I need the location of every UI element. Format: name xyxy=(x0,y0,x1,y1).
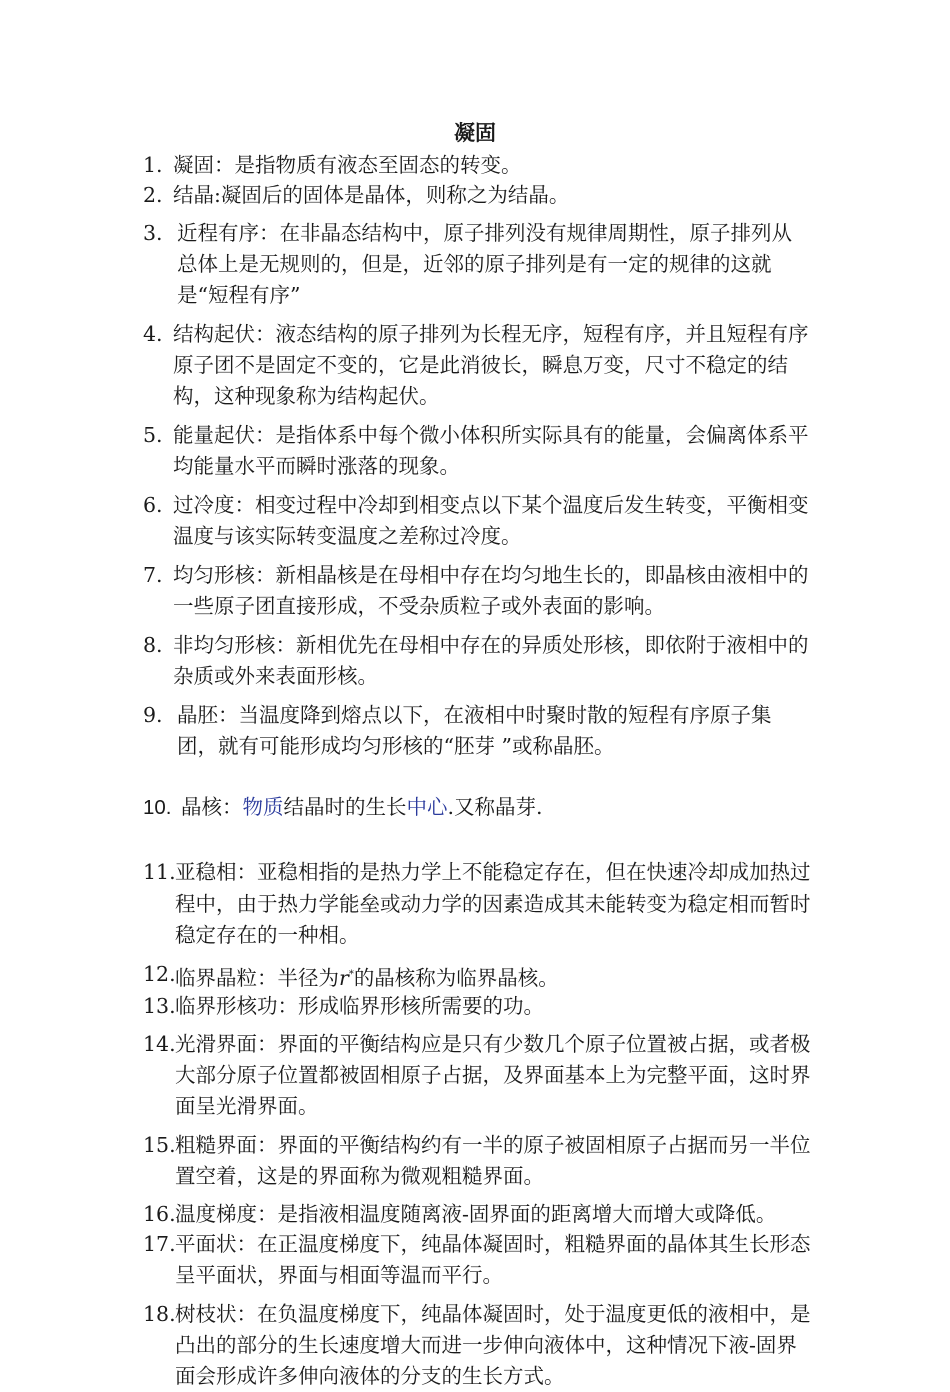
list-item xyxy=(143,792,811,823)
item-number: 6. xyxy=(143,493,163,517)
list-item xyxy=(143,960,811,993)
link-matter[interactable]: 物质 xyxy=(242,795,284,819)
link-center[interactable]: 中心 xyxy=(406,795,448,819)
item-number: 4. xyxy=(143,322,163,346)
item-text: 过冷度：相变过程中冷却到相变点以下某个温度后发生转变，平衡相变温度与该实际转变温度之差称过冷度。 xyxy=(173,493,809,548)
item-text-part: 的晶核称为临界晶核。 xyxy=(353,965,559,990)
definition-list xyxy=(143,150,811,1392)
item-text: 温度梯度：是指液相温度随离液-固界面的距离增大而增大或降低。 xyxy=(175,1202,777,1227)
list-item xyxy=(143,490,811,552)
item-number: 7. xyxy=(143,563,163,587)
item-number: 11. xyxy=(143,860,176,884)
list-item xyxy=(143,1299,811,1392)
item-text: 近程有序：在非晶态结构中，原子排列没有规律周期性，原子排列从总体上是无规则的，但是，近邻的原子排列是有一定的规律的这就是“短程有序” xyxy=(177,221,792,307)
math-variable: r xyxy=(339,965,349,990)
item-text xyxy=(175,960,811,993)
item-number: 10. xyxy=(143,796,172,819)
item-text xyxy=(181,792,811,823)
list-item xyxy=(143,857,811,952)
list-item xyxy=(143,1029,811,1122)
item-number: 5. xyxy=(143,423,163,447)
list-item xyxy=(143,992,811,1021)
item-number: 13. xyxy=(143,994,176,1019)
item-text: 光滑界面：界面的平衡结构应是只有少数几个原子位置被占据，或者极大部分原子位置都被固相原子占据，及界面基本上为完整平面，这时界面呈光滑界面。 xyxy=(175,1032,811,1119)
item-number: 1. xyxy=(143,153,163,177)
item-text: 树枝状：在负温度梯度下，纯晶体凝固时，处于温度更低的液相中，是凸出的部分的生长速度增大而进一步伸向液体中，这种情况下液-固界面会形成许多伸向液体的分支的生长方式。 xyxy=(175,1302,811,1389)
item-number: 9. xyxy=(143,703,163,727)
item-number: 3. xyxy=(143,221,163,245)
item-number: 17. xyxy=(143,1232,176,1257)
item-text: 平面状：在正温度梯度下，纯晶体凝固时，粗糙界面的晶体其生长形态呈平面状，界面与相面等温而平行。 xyxy=(175,1232,811,1288)
item-number: 8. xyxy=(143,633,163,657)
list-item xyxy=(143,218,811,311)
list-item xyxy=(143,700,811,762)
item-text-part: .又称晶芽. xyxy=(447,795,543,819)
item-number: 16. xyxy=(143,1202,176,1227)
item-number: 2. xyxy=(143,183,163,207)
math-superscript: * xyxy=(348,968,354,980)
list-item xyxy=(143,319,811,412)
list-item xyxy=(143,180,811,210)
item-number: 12. xyxy=(143,961,176,986)
item-text: 粗糙界面：界面的平衡结构约有一半的原子被固相原子占据而另一半位置空着，这是的界面称为微观粗糙界面。 xyxy=(175,1133,811,1189)
list-item xyxy=(143,1229,811,1291)
item-text: 结晶:凝固后的固体是晶体，则称之为结晶。 xyxy=(173,183,570,207)
list-item xyxy=(143,1200,811,1229)
item-text: 结构起伏：液态结构的原子排列为长程无序，短程有序，并且短程有序原子团不是固定不变的，它是此消彼长，瞬息万变，尺寸不稳定的结构，这种现象称为结构起伏。 xyxy=(173,322,809,408)
item-text: 非均匀形核：新相优先在母相中存在的异质处形核，即依附于液相中的杂质或外来表面形核。 xyxy=(173,633,809,688)
item-text-part: 结晶时的生长 xyxy=(283,795,407,819)
item-text: 亚稳相：亚稳相指的是热力学上不能稳定存在，但在快速冷却成加热过程中，由于热力学能垒或动力学的因素造成其未能转变为稳定相而暂时稳定存在的一种相。 xyxy=(175,860,811,947)
item-number: 15. xyxy=(143,1133,176,1158)
item-text: 临界形核功：形成临界形核所需要的功。 xyxy=(175,994,544,1019)
item-text: 均匀形核：新相晶核是在母相中存在均匀地生长的，即晶核由液相中的一些原子团直接形成，不受杂质粒子或外表面的影响。 xyxy=(173,563,809,618)
item-text: 能量起伏：是指体系中每个微小体积所实际具有的能量，会偏离体系平均能量水平而瞬时涨落的现象。 xyxy=(173,423,809,478)
item-number: 18. xyxy=(143,1302,176,1327)
item-number: 14. xyxy=(143,1032,176,1057)
item-text-part: 晶核： xyxy=(181,795,243,819)
list-item xyxy=(143,560,811,622)
item-text: 凝固：是指物质有液态至固态的转变。 xyxy=(173,153,522,177)
list-item xyxy=(143,630,811,692)
list-item xyxy=(143,420,811,482)
page-title: 凝固 xyxy=(454,120,496,145)
item-text-part: 临界晶粒：半径为 xyxy=(175,965,339,990)
list-item xyxy=(143,1130,811,1192)
item-text: 晶胚：当温度降到熔点以下，在液相中时聚时散的短程有序原子集团，就有可能形成均匀形核的“胚芽 ”或称晶胚。 xyxy=(177,703,772,758)
list-item xyxy=(143,150,811,180)
